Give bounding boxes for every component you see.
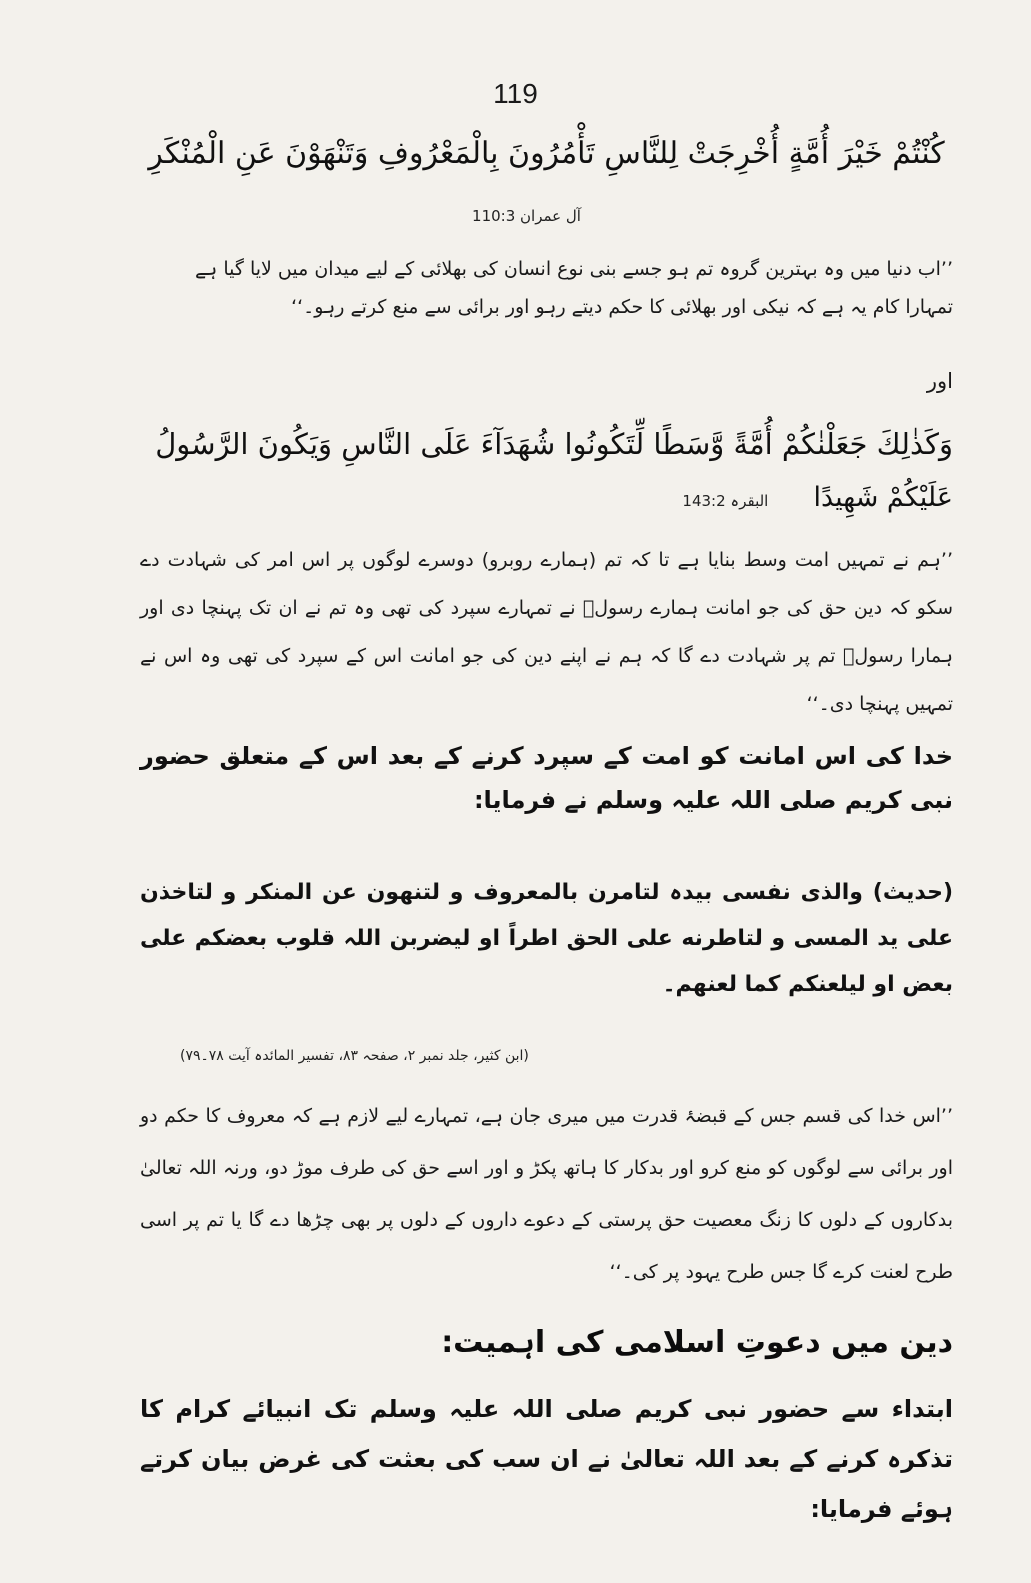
verse-al-baqarah-line2: عَلَيْكُمْ شَهِيدًا	[813, 482, 953, 513]
body-paragraph: ابتداء سے حضور نبی کریم صلی اللہ علیہ وسلم تک انبیائے کرام کا تذکرہ کرنے کے بعد اللہ تعالیٰ نے ان سب کی بعثت کی غرض بیان کرتے ہوئے فرمایا:	[140, 1395, 953, 1523]
translation-paragraph: ’’ہم نے تمہیں امت وسط بنایا ہے تا کہ تم (ہمارے روبرو) دوسرے لوگوں پر اس امر کی شہادت دے سکو کہ دین حق کی جو امانت ہمارے رسولؐ نے تمہارے سپرد کی تھی وہ تم نے ان تک پہنچا دی اور ہمارا رسولؐ تم پر شہادت دے گا کہ ہم نے اپنے دین کی جو امانت اس کے سپرد کی تھی وہ اس نے تمہیں پہنچا دی۔‘‘	[140, 549, 953, 715]
verse-reference-text: البقرہ 143:2	[682, 492, 769, 510]
translation-paragraph	[140, 250, 953, 326]
verse-al-baqarah-line1: وَكَذٰلِكَ جَعَلْنٰكُمْ أُمَّةً وَّسَطًا لِّتَكُونُوا شُهَدَآءَ عَلَى النَّاسِ وَيَكُونَ الرَّسُولُ	[155, 427, 953, 461]
translation-line: ’’اب دنیا میں وہ بہترین گروہ تم ہو جسے بنی نوع انسان کی بھلائی کے لیے میدان میں لایا گیا ہے	[195, 258, 953, 280]
translation-line: تمہارا کام یہ ہے کہ نیکی اور بھلائی کا حکم دیتے رہو اور برائی سے منع کرتے رہو۔‘‘	[291, 296, 953, 318]
page-number: 119	[493, 78, 538, 109]
verse-reference	[140, 206, 953, 236]
body-paragraph: خدا کی اس امانت کو امت کے سپرد کرنے کے بعد اس کے متعلق حضور نبی کریم صلی اللہ علیہ وسلم نے فرمایا:	[140, 742, 953, 814]
section-heading: دین میں دعوتِ اسلامی کی اہمیت:	[441, 1325, 953, 1360]
verse-al-imran: كُنْتُمْ خَيْرَ أُمَّةٍ أُخْرِجَتْ لِلنَّاسِ تَأْمُرُونَ بِالْمَعْرُوفِ وَتَنْهَوْنَ عَنِ الْمُنْكَرِ	[148, 136, 945, 171]
conjunction-text: اور	[926, 369, 953, 393]
hadith-reference: (ابن کثیر، جلد نمبر ۲، صفحہ ۸۳، تفسیر المائدہ آیت ۷۸۔۷۹)	[180, 1048, 529, 1064]
hadith-translation: ’’اس خدا کی قسم جس کے قبضۂ قدرت میں میری جان ہے، تمہارے لیے لازم ہے کہ معروف کا حکم دو اور برائی سے لوگوں کو منع کرو اور بدکار کا ہاتھ پکڑ و اور اسے حق کی طرف موڑ دو، ورنہ اللہ تعالیٰ بدکاروں کے دلوں کا زنگ معصیت حق پرستی کے دعوے داروں کے دلوں پر بھی چڑھا دے گا یا تم پر اسی طرح لعنت کرے گا جس طرح یہود پر کی۔‘‘	[140, 1105, 953, 1283]
verse-reference-text: آل عمران 110:3	[472, 207, 581, 225]
hadith-text: (حدیث) والذی نفسی بیدہ لتامرن بالمعروف و لتنهون عن المنکر و لتاخذن علی ید المسی و لتاطرنه علی الحق اطراً او لیضربن اللہ قلوب بعضکم علی بعض او لیلعنکم کما لعنھم۔	[140, 880, 953, 997]
verse-al-baqarah-line2-row	[140, 472, 953, 520]
